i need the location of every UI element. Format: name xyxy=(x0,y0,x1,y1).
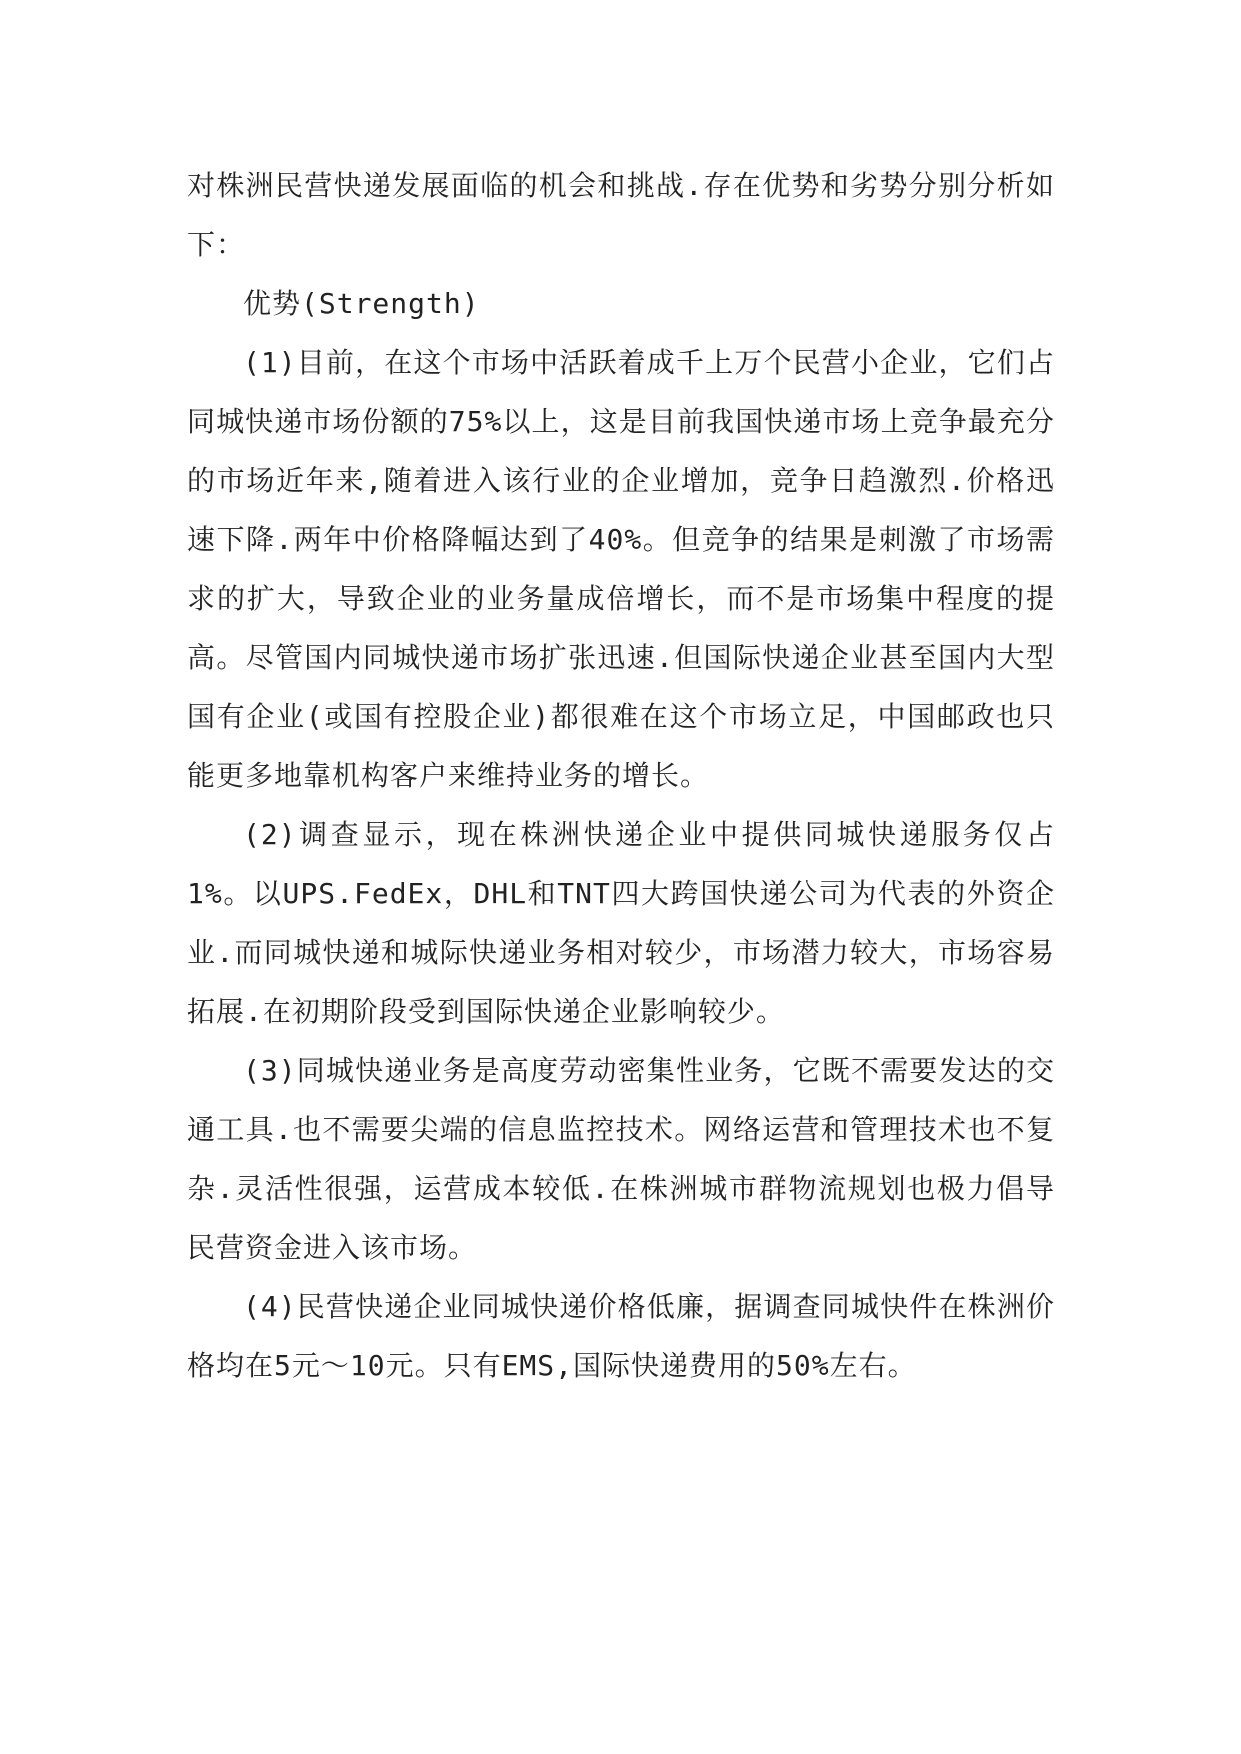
paragraph-intro: 对株洲民营快递发展面临的机会和挑战.存在优势和劣势分别分析如下： xyxy=(187,169,1055,261)
paragraph-point-1: (1)目前，在这个市场中活跃着成千上万个民营小企业，它们占同城快递市场份额的75%以上，这是目前我国快递市场上竞争最充分的市场近年来,随着进入该行业的企业增加，竞争日趋激烈.价格迅速下降.两年中价格降幅达到了40%。但竞争的结果是刺激了市场需求的扩大，导致企业的业务量成倍增长，而不是市场集中程度的提高。尽管国内同城快递市场扩张迅速.但国际快递企业甚至国内大型国有企业(或国有控股企业)都很难在这个市场立足，中国邮政也只能更多地靠机构客户来维持业务的增长。 xyxy=(187,346,1055,792)
paragraph-point-3: (3)同城快递业务是高度劳动密集性业务，它既不需要发达的交通工具.也不需要尖端的信息监控技术。网络运营和管理技术也不复杂.灵活性很强，运营成本较低.在株洲城市群物流规划也极力倡导民营资金进入该市场。 xyxy=(187,1054,1055,1264)
document-body xyxy=(187,156,1055,1395)
paragraph-point-4: (4)民营快递企业同城快递价格低廉，据调查同城快件在株洲价格均在5元～10元。只有EMS,国际快递费用的50%左右。 xyxy=(187,1290,1055,1382)
heading-strength: 优势(Strength) xyxy=(243,287,480,320)
paragraph-point-2: (2)调查显示，现在株洲快递企业中提供同城快递服务仅占1%。以UPS.FedEx，DHL和TNT四大跨国快递公司为代表的外资企业.而同城快递和城际快递业务相对较少，市场潜力较大，市场容易拓展.在初期阶段受到国际快递企业影响较少。 xyxy=(187,818,1055,1028)
